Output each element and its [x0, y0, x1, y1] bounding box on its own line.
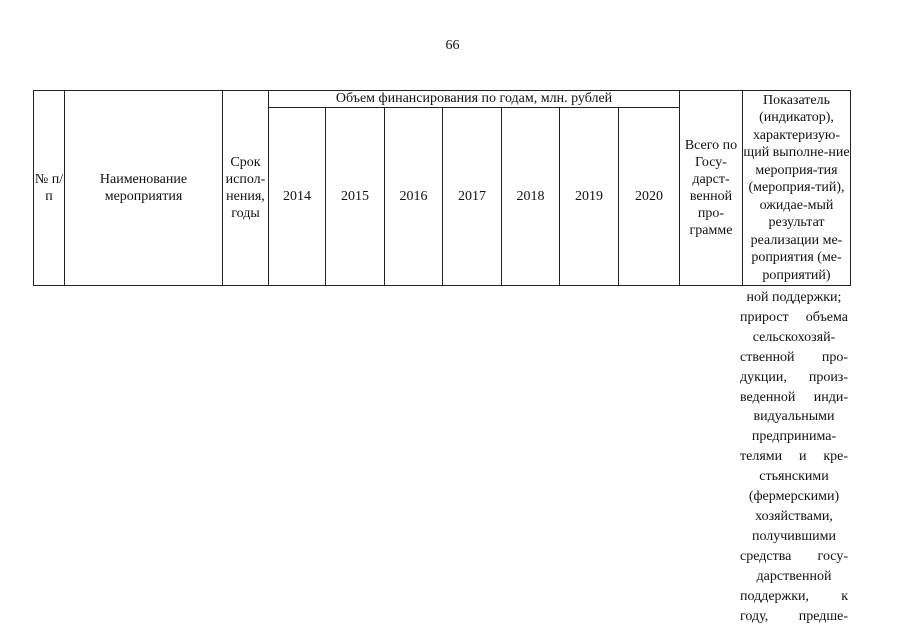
text-line: предпринима-: [751, 429, 837, 445]
text-line: году, предше-: [740, 608, 848, 624]
text-line: хозяйствами,: [755, 508, 833, 524]
header-term-text: Срок испол-нения, годы: [225, 155, 266, 221]
text-line: прирост объема: [740, 309, 848, 325]
header-term: [223, 91, 269, 286]
text-line: получившими: [751, 528, 837, 544]
text-line: (фермерскими): [748, 489, 840, 505]
text-line: телями и кре-: [740, 449, 848, 465]
indicator-continuation-text: [740, 288, 848, 626]
text-line: веденной инди-: [740, 389, 848, 405]
text-line: дарственной: [756, 568, 832, 584]
text-line: ной поддержки;: [746, 290, 842, 305]
header-total: [680, 91, 743, 286]
page-number: 66: [445, 38, 460, 53]
year-cell: 2020: [619, 108, 680, 286]
header-activity-name: [65, 91, 223, 286]
financing-table: [33, 90, 851, 286]
text-line: поддержки, к: [740, 588, 848, 604]
header-indicator: [743, 91, 851, 286]
header-activity-name-text: Наименование мероприятия: [99, 172, 188, 204]
header-number: [34, 91, 65, 286]
header-financing-text: Объем финансирования по годам, млн. рублей: [335, 91, 613, 107]
text-line: видуальными: [753, 409, 835, 425]
year-cell: 2014: [269, 108, 326, 286]
year-cell: 2017: [443, 108, 502, 286]
header-number-text: № п/п: [34, 172, 64, 204]
year-cell: 2015: [326, 108, 385, 286]
year-cell: 2019: [560, 108, 619, 286]
year-cell: 2018: [502, 108, 560, 286]
header-total-text: Всего по Госу-дарст-венной про-грамме: [684, 138, 738, 238]
header-financing: [269, 91, 680, 108]
header-indicator-text: Показатель (индикатор), характеризую-щий выполне-ние мероприя-тия (мероприя-тий), ожидае-мый результат реализации ме-роприятия (ме-роприятий): [743, 92, 850, 283]
text-line: средства госу-: [740, 548, 848, 564]
text-line: стьянскими: [759, 469, 829, 485]
text-line: сельскохозяй-: [752, 329, 836, 345]
text-line: ственной про-: [740, 349, 848, 365]
text-line: дукции, произ-: [740, 369, 848, 385]
year-cell: 2016: [385, 108, 443, 286]
